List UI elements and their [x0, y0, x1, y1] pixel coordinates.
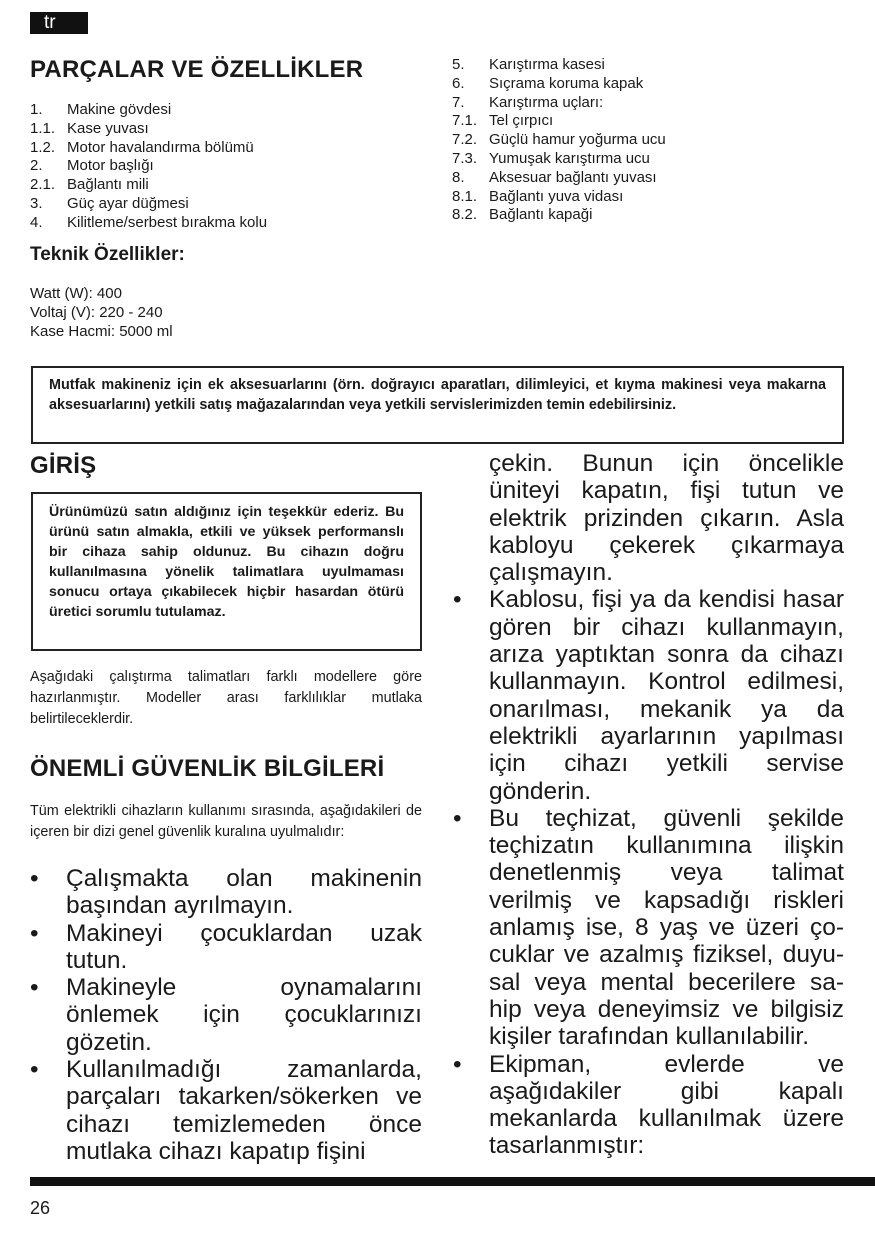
bullet: • [30, 1056, 39, 1084]
list-item: • Bu teçhizat, güvenli şekilde teçhizatın kullanımına ilişkin denetlenmiş veya talimat verilmiş ve kapsadığı riskleri anlamış ise, 8 yaş ve üzeri ço-cuklar ve azalmış fiziksel, duyu-sal veya mental becerilere sa-hip veya deneyimsiz ve bilgisiz kişiler tarafından kullanılabilir. [453, 804, 844, 1051]
tech-specs [30, 284, 173, 341]
footer-bar [30, 1177, 875, 1186]
bullet: • [30, 974, 39, 1002]
bullet: • [30, 865, 39, 892]
safety-intro: Tüm elektrikli cihazların kullanımı sırasında, aşağıdakileri de içeren bir dizi genel güvenlik kuralına uyulmalıdır: [30, 803, 422, 840]
right-column [453, 450, 844, 1160]
list-item: 1.1. Kase yuvası [30, 119, 149, 137]
safety-list-left [30, 865, 422, 1165]
intro-title: GİRİŞ [30, 452, 97, 479]
bullet: • [30, 919, 39, 947]
list-item: 7.1. Tel çırpıcı [452, 112, 554, 130]
list-item: 7. Karıştırma uçları: [452, 93, 604, 111]
list-item: • Makineyle oynamalarını önlemek için çocuklarınızı gözetin. [30, 974, 422, 1056]
list-item: • Makineyi çocuklardan uzak tutun. [30, 919, 422, 974]
list-item: • Çalışmakta olan makinenin başından ayrılmayın. [30, 865, 422, 920]
list-item: 3. Güç ayar düğmesi [30, 194, 189, 212]
bullet: • [453, 1050, 462, 1078]
list-item: 1.2. Motor havalandırma bölümü [30, 138, 254, 156]
safety-title: ÖNEMLİ GÜVENLİK BİLGİLERİ [30, 755, 385, 782]
spec-watt: Watt (W): 400 [30, 285, 122, 302]
language-tag: tr [30, 12, 88, 34]
list-item: 8. Aksesuar bağlantı yuvası [452, 168, 657, 186]
list-item: • Kullanılmadığı zamanlarda, parçaları takarken/sökerken ve cihazı temizlemeden önce mutlaka cihazı kapatıp fişini [30, 1056, 422, 1165]
spec-bowl: Kase Hacmi: 5000 ml [30, 323, 173, 340]
safety-continuation: çekin. Bunun için öncelikle üniteyi kapatın, fişi tutun ve elektrik prizinden çıkarın. Asla kabloyu çekerek çıkarmaya çalışmayın. [489, 450, 844, 587]
list-item: 4. Kilitleme/serbest bırakma kolu [30, 213, 268, 231]
parts-list-right [452, 56, 842, 225]
list-item: 8.2. Bağlantı kapaği [452, 206, 593, 224]
list-item: 2. Motor başlığı [30, 157, 154, 175]
list-item: 7.3. Yumuşak karıştırma ucu [452, 149, 650, 167]
list-item: 1. Makine gövdesi [30, 101, 172, 118]
list-item: 2.1. Bağlantı mili [30, 176, 149, 194]
models-note: Aşağıdaki çalıştırma talimatları farklı modellere göre hazırlanmıştır. Modeller arası farklılıklar mutlaka belirtileceklerdir. [30, 669, 422, 727]
spec-volt: Voltaj (V): 220 - 240 [30, 304, 163, 321]
parts-list-left [30, 101, 430, 233]
page-title: PARÇALAR VE ÖZELLİKLER [30, 56, 364, 83]
list-item: 7.2. Güçlü hamur yoğurma ucu [452, 131, 666, 149]
accessory-notice: Mutfak makineniz için ek aksesuarlarını (örn. doğrayıcı aparatları, dilimleyici, et kıyma makinesi veya makarna aksesuarlarını) yetkili satış mağazalarından veya yetkili servislerimizden temin edebilirsiniz. [31, 366, 844, 444]
list-item: • Ekipman, evlerde ve aşağıdakiler gibi kapalı mekanlarda kullanılmak üzere tasarlanmıştır: [453, 1050, 844, 1160]
bullet: • [453, 804, 462, 832]
list-item: 5. Karıştırma kasesi [452, 56, 605, 73]
safety-list-right [453, 586, 844, 1159]
list-item: • Kablosu, fişi ya da kendisi hasar gören bir cihazı kullanmayın, arıza yaptıktan sonra da cihazı kullanmayın. Kontrol edilmesi, onarılması, mekanik ya da elektrikli ayarlarının yapılması için cihazı yetkili servise gönderin. [453, 586, 844, 805]
page-number: 26 [30, 1198, 51, 1218]
tech-specs-title: Teknik Özellikler: [30, 244, 185, 265]
list-item: 6. Sıçrama koruma kapak [452, 74, 644, 92]
thanks-box: Ürünümüzü satın aldığınız için teşekkür ederiz. Bu ürünü satın almakla, etkili ve yüksek performanslı bir cihaza sahip oldunuz. Bu cihazın doğru kullanılmasına yönelik talimatlara uyulmaması sonucu ortaya çıkabilecek hiçbir hasardan ötürü üretici sorumlu tutulamaz. [31, 492, 422, 651]
bullet: • [453, 586, 462, 614]
list-item: 8.1. Bağlantı yuva vidası [452, 187, 624, 205]
